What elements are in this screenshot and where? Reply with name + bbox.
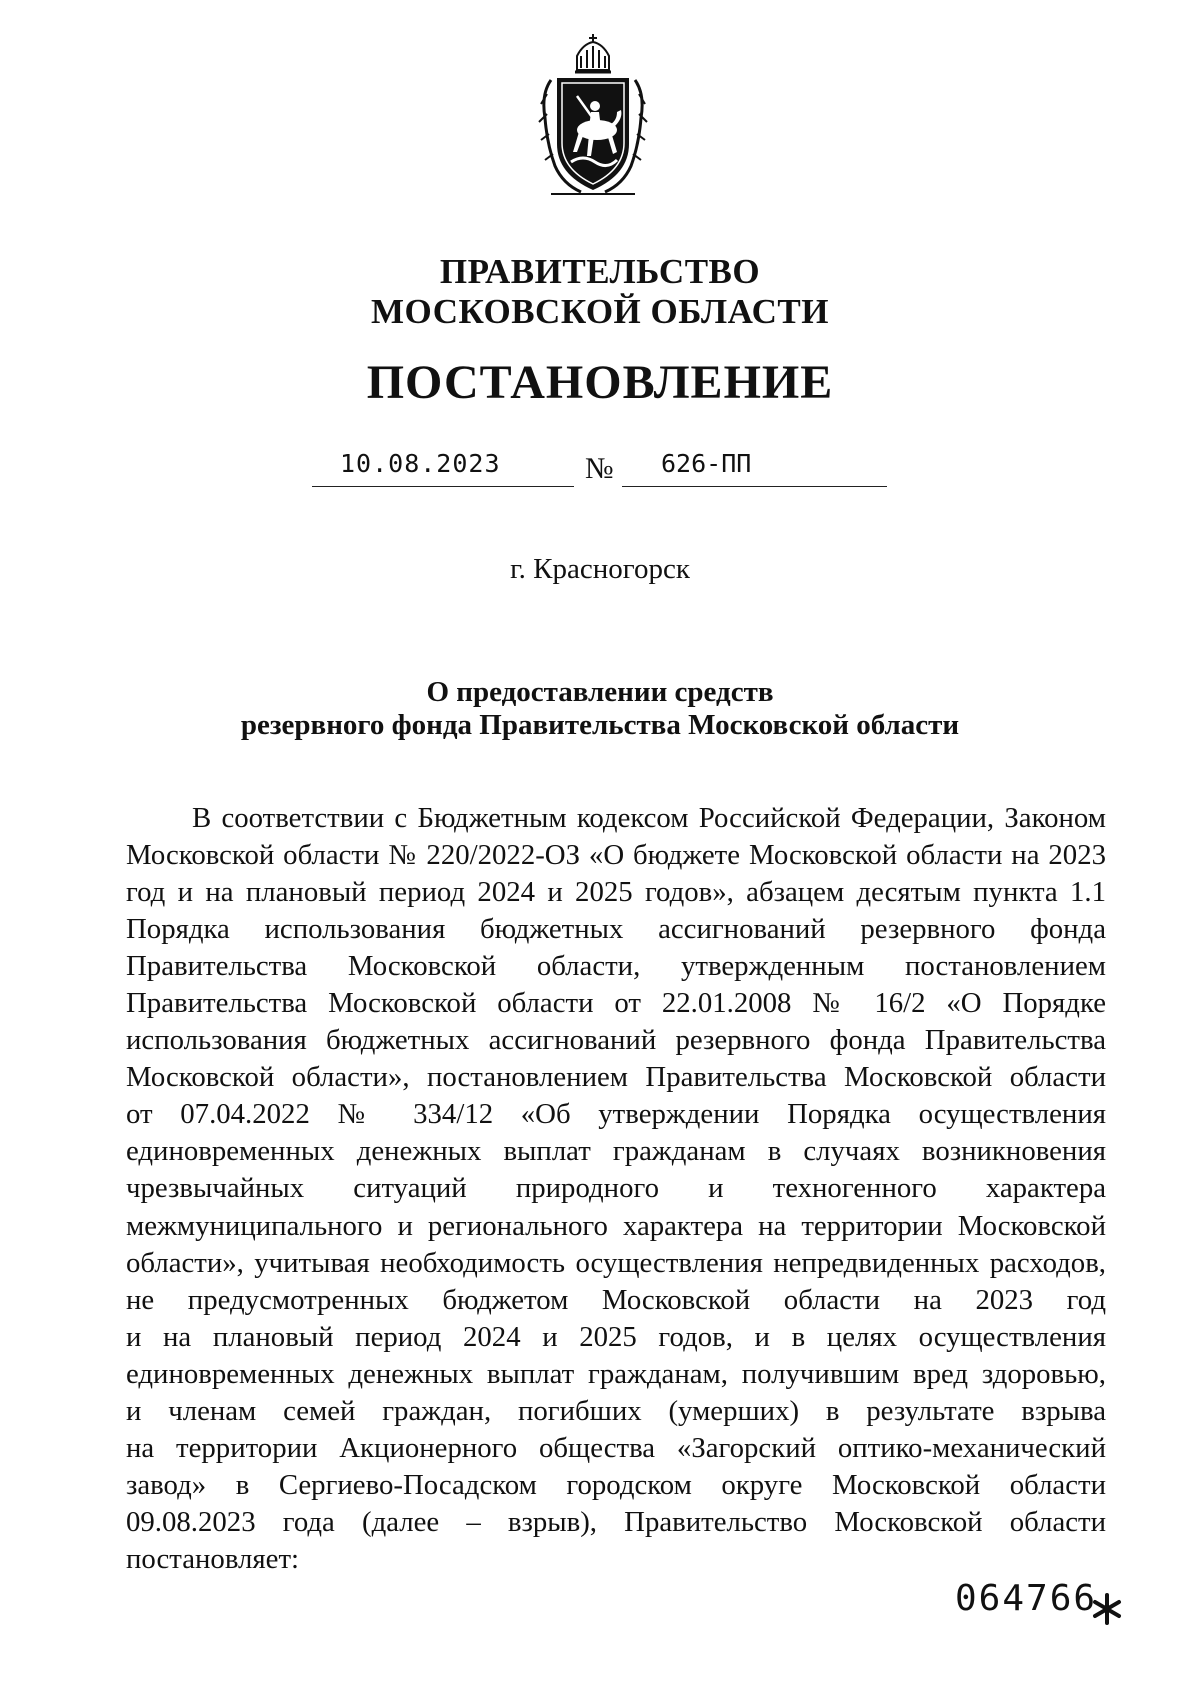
date-underline [312, 486, 574, 487]
coat-of-arms-icon [537, 34, 649, 204]
serial-number: 064766 [955, 1578, 1098, 1619]
document-date: 10.08.2023 [340, 449, 501, 478]
org-name-line-1: ПРАВИТЕЛЬСТВО [439, 252, 761, 291]
body-line: и на плановый период 2024 и 2025 годов, и в целях осуществления [126, 1320, 1106, 1353]
body-line: Правительства Московской области, утвержденным постановлением [126, 950, 1106, 983]
document-type-title: ПОСТАНОВЛЕНИЕ [366, 356, 834, 409]
subject-line-1: О предоставлении средств [426, 676, 774, 708]
body-line: единовременных денежных выплат гражданам в случаях возникновения [126, 1135, 1106, 1168]
body-line: постановляет: [126, 1542, 300, 1575]
body-line: Московской области», постановлением Правительства Московской области [126, 1061, 1106, 1094]
body-line: области», учитывая необходимость осуществления непредвиденных расходов, [126, 1246, 1106, 1279]
body-line: на территории Акционерного общества «Загорский оптико-механический [126, 1431, 1106, 1464]
body-text [126, 800, 1106, 1578]
body-line: Московской области № 220/2022-ОЗ «О бюджете Московской области на 2023 [126, 839, 1106, 872]
body-line: 09.08.2023 года (далее – взрыв), Правительство Московской области [126, 1505, 1106, 1538]
city: г. Красногорск [510, 553, 690, 585]
body-line: чрезвычайных ситуаций природного и техногенного характера [126, 1172, 1106, 1205]
body-line: Порядка использования бюджетных ассигнований резервного фонда [126, 913, 1106, 946]
subject-line-2: резервного фонда Правительства Московской области [240, 709, 960, 741]
number-underline [622, 486, 887, 487]
document-number: 626-ПП [661, 449, 752, 478]
body-line: от 07.04.2022 № 334/12 «Об утверждении Порядка осуществления [126, 1098, 1106, 1131]
org-name-line-2: МОСКОВСКОЙ ОБЛАСТИ [371, 292, 829, 331]
body-line: межмуниципального и регионального характера на территории Московской [126, 1209, 1106, 1242]
body-line: использования бюджетных ассигнований резервного фонда Правительства [126, 1024, 1106, 1057]
asterisk-icon [1090, 1592, 1124, 1626]
body-line: год и на плановый период 2024 и 2025 годов», абзацем десятым пункта 1.1 [126, 876, 1106, 909]
body-line: В соответствии с Бюджетным кодексом Российской Федерации, Законом [192, 802, 1106, 834]
body-line: единовременных денежных выплат гражданам, получившим вред здоровью, [126, 1357, 1106, 1390]
body-line: Правительства Московской области от 22.01.2008 № 16/2 «О Порядке [126, 987, 1106, 1020]
body-line: завод» в Сергиево-Посадском городском округе Московской области [126, 1468, 1106, 1501]
body-line: не предусмотренных бюджетом Московской области на 2023 год [126, 1283, 1106, 1316]
body-line: и членам семей граждан, погибших (умерших) в результате взрыва [126, 1394, 1106, 1427]
number-sign: № [585, 452, 614, 485]
